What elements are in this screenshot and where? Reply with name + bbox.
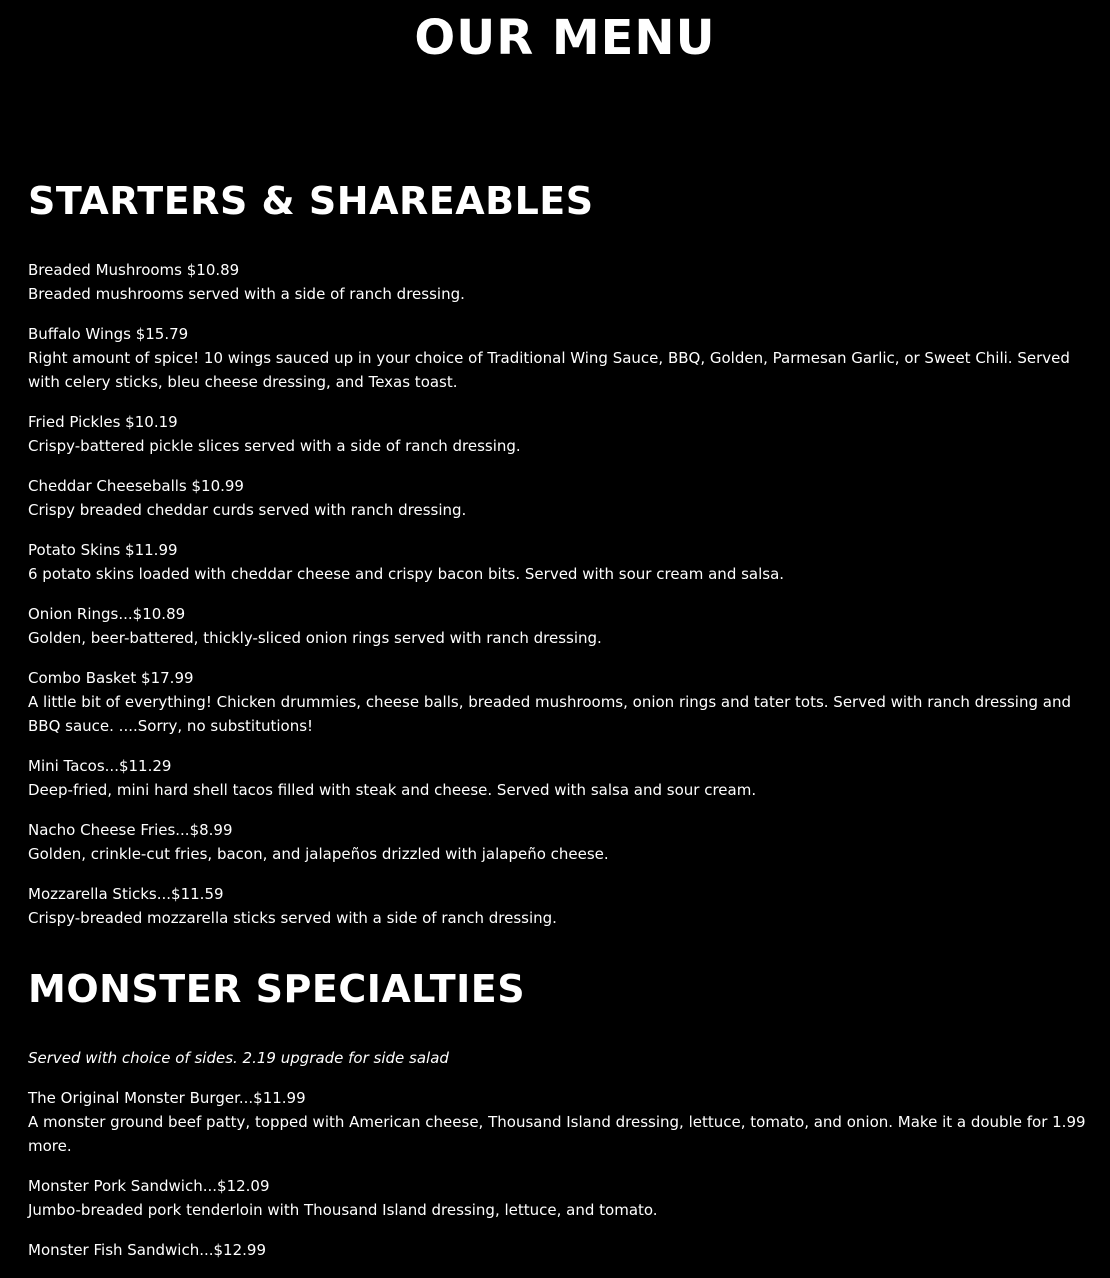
item-name: Cheddar Cheeseballs $10.99 [28, 477, 244, 495]
page-title: OUR MENU [414, 10, 716, 66]
item-description: 6 potato skins loaded with cheddar cheese and crispy bacon bits. Served with sour cream and salsa. [28, 565, 785, 583]
menu-item-buffalo-wings [28, 322, 1092, 394]
menu-item-potato-skins [28, 538, 1092, 586]
menu-item-onion-rings [28, 602, 1092, 650]
item-name: Buffalo Wings $15.79 [28, 325, 189, 343]
menu-content [28, 176, 1092, 1278]
item-description: Breaded mushrooms served with a side of ranch dressing. [28, 285, 465, 303]
menu-item-nacho-cheese-fries [28, 818, 1092, 866]
section-starters [28, 176, 1092, 226]
item-name: Nacho Cheese Fries...$8.99 [28, 821, 233, 839]
item-name: Fried Pickles $10.19 [28, 413, 178, 431]
item-description: Crispy-breaded mozzarella sticks served with a side of ranch dressing. [28, 909, 557, 927]
item-name: Mozzarella Sticks...$11.59 [28, 885, 224, 903]
item-description: Right amount of spice! 10 wings sauced up in your choice of Traditional Wing Sauce, BBQ, Golden, Parmesan Garlic, or Sweet Chili. Served with celery sticks, bleu cheese dressing, and Texas toast. [28, 349, 1070, 391]
item-description: Golden, beer-battered, thickly-sliced onion rings served with ranch dressing. [28, 629, 602, 647]
item-description: Crispy breaded cheddar curds served with ranch dressing. [28, 501, 467, 519]
menu-item-combo-basket [28, 666, 1092, 738]
item-description: Jumbo-breaded pork tenderloin with Thousand Island dressing, lettuce, and tomato. [28, 1201, 658, 1219]
menu-item-breaded-mushrooms [28, 258, 1092, 306]
section-monster-specialties [28, 964, 1092, 1014]
menu-item-mozzarella-sticks [28, 882, 1092, 930]
item-description: Golden, crinkle-cut fries, bacon, and jalapeños drizzled with jalapeño cheese. [28, 845, 609, 863]
menu-item-monster-pork-sandwich [28, 1174, 1092, 1222]
menu-item-original-monster-burger [28, 1086, 1092, 1158]
item-name: Onion Rings...$10.89 [28, 605, 186, 623]
menu-item-mini-tacos [28, 754, 1092, 802]
section-title-monster-specialties: MONSTER SPECIALTIES [28, 967, 526, 1011]
item-name: Potato Skins $11.99 [28, 541, 178, 559]
item-name: Monster Fish Sandwich...$12.99 [28, 1241, 267, 1259]
menu-item-monster-fish-sandwich [28, 1238, 1092, 1262]
menu-item-fried-pickles [28, 410, 1092, 458]
section-title-starters: STARTERS & SHAREABLES [28, 179, 594, 223]
item-name: Breaded Mushrooms $10.89 [28, 261, 240, 279]
item-name: The Original Monster Burger...$11.99 [28, 1089, 306, 1107]
item-description: Deep-fried, mini hard shell tacos filled with steak and cheese. Served with salsa and sour cream. [28, 781, 757, 799]
item-name: Mini Tacos...$11.29 [28, 757, 172, 775]
item-description: A monster ground beef patty, topped with American cheese, Thousand Island dressing, lettuce, tomato, and onion. Make it a double for 1.99 more. [28, 1113, 1086, 1155]
item-description: Crispy-battered pickle slices served with a side of ranch dressing. [28, 437, 521, 455]
item-name: Combo Basket $17.99 [28, 669, 194, 687]
section-spacer [28, 946, 1092, 964]
item-description: A little bit of everything! Chicken drummies, cheese balls, breaded mushrooms, onion rings and tater tots. Served with ranch dressing and BBQ sauce. ....Sorry, no substitutions! [28, 693, 1071, 735]
section-note: Served with choice of sides. 2.19 upgrade for side salad [28, 1049, 449, 1067]
menu-item-cheddar-cheeseballs [28, 474, 1092, 522]
item-name: Monster Pork Sandwich...$12.09 [28, 1177, 270, 1195]
